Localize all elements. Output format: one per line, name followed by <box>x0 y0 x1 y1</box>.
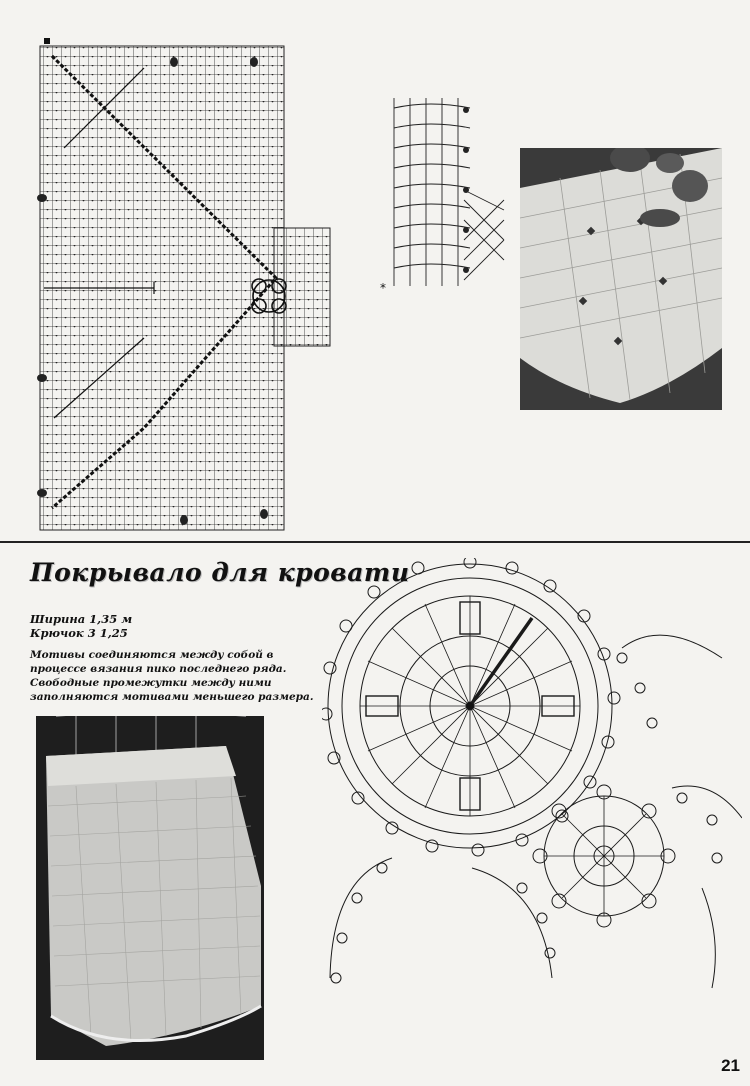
section-title: Покрывало для кровати <box>30 558 410 587</box>
hook-spec: Крючок 3 1,25 <box>30 626 128 640</box>
motif-diagram <box>322 558 742 998</box>
page-number: 21 <box>721 1056 740 1075</box>
bedspread-photo <box>36 716 264 1060</box>
width-spec: Ширина 1,35 м <box>30 612 133 626</box>
start-marker: * <box>380 281 386 295</box>
section-divider <box>0 541 750 543</box>
tablecloth-photo <box>520 148 722 410</box>
edging-chart <box>380 90 510 300</box>
description-text: Мотивы соединяются между собой в процессе вязания пико последнего ряда. Свободные промежутки между ними заполняются мотивами меньшего размера. <box>30 649 314 703</box>
filet-chart <box>34 38 334 538</box>
